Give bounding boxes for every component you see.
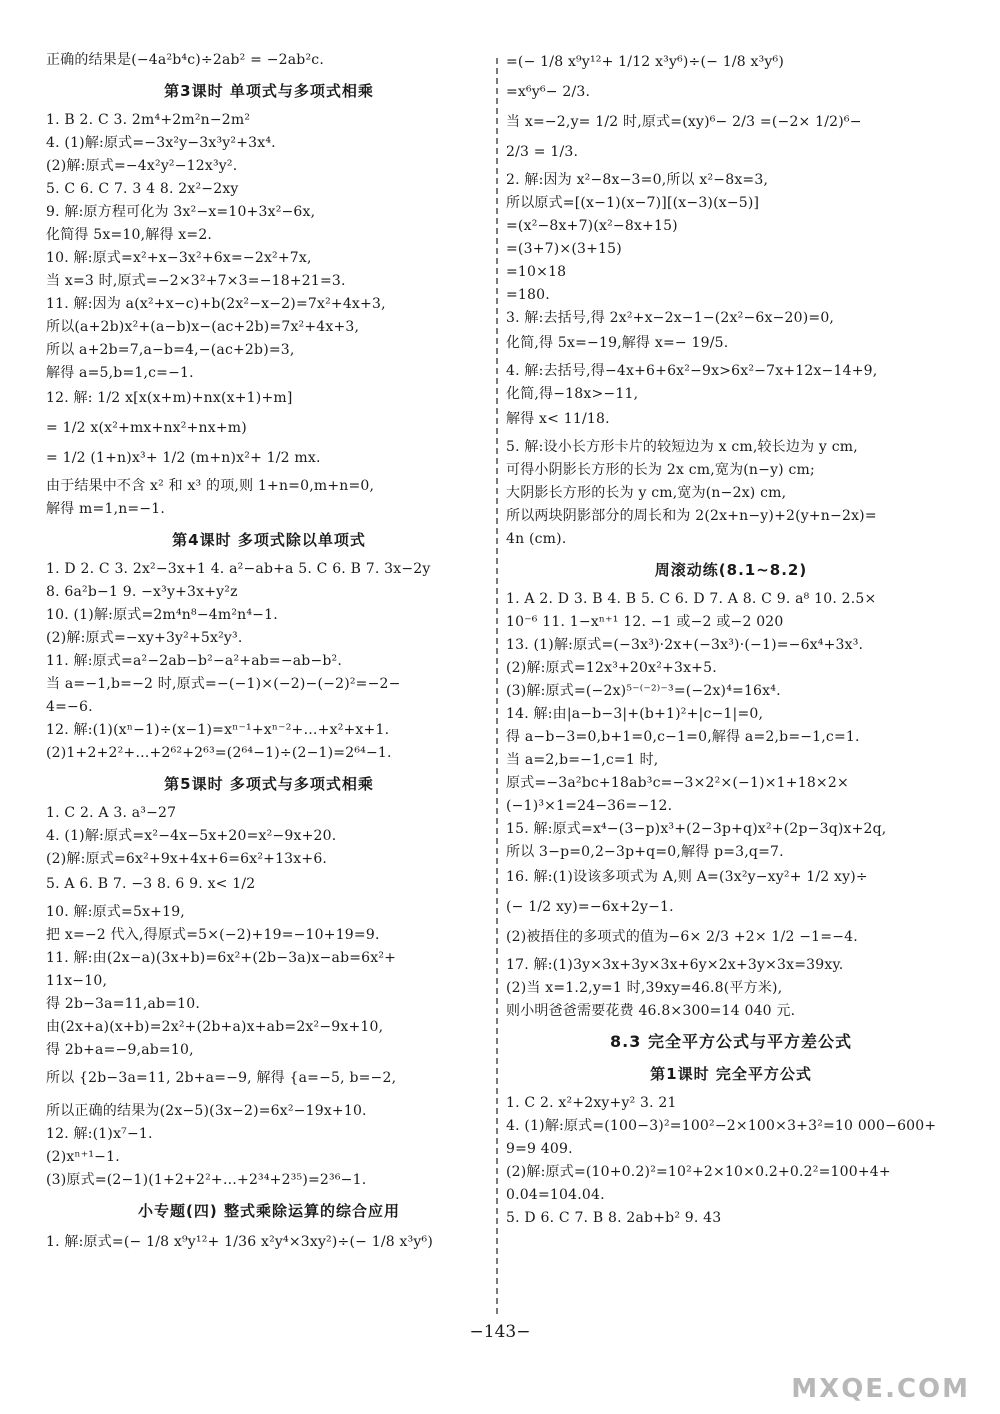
answer-line: 12. 解:(1)x⁷−1.	[46, 1126, 153, 1142]
answer-line: 17. 解:(1)3y×3x+3y×3x+6y×2x+3y×3x=39xy.	[506, 957, 844, 973]
answer-line: 解得 a=5,b=1,c=−1.	[46, 365, 194, 381]
answer-line: 4. 解:去括号,得−4x+6+6x²−9x>6x²−7x+12x−14+9,	[506, 363, 878, 379]
answer-line: 化简,得−18x>−11,	[506, 386, 639, 402]
answer-line: 所以原式=[(x−1)(x−7)][(x−3)(x−5)]	[506, 195, 760, 211]
page-number: −143−	[469, 1322, 531, 1342]
answer-line: (2)解:原式=(10+0.2)²=10²+2×10×0.2+0.2²=100+4+	[506, 1164, 891, 1180]
answer-line: =(− 1/8 x⁹y¹²+ 1/12 x³y⁶)÷(− 1/8 x³y⁶)	[506, 54, 785, 70]
section-heading: 8.3 完全平方公式与平方差公式	[610, 1032, 852, 1051]
answer-line: 把 x=−2 代入,得原式=5×(−2)+19=−10+19=9.	[46, 927, 380, 943]
answer-line: 所以 3−p=0,2−3p+q=0,解得 p=3,q=7.	[506, 844, 784, 860]
answer-line: =180.	[506, 287, 550, 303]
answer-line: 1. C 2. x²+2xy+y² 3. 21	[506, 1095, 677, 1111]
answer-line: = 1/2 (1+n)x³+ 1/2 (m+n)x²+ 1/2 mx.	[46, 450, 321, 466]
answer-line: 大阴影长方形的长为 y cm,宽为(n−2x) cm,	[506, 485, 787, 501]
answer-line: 化简得 5x=10,解得 x=2.	[46, 227, 213, 243]
answer-line: 12. 解: 1/2 x[x(x+m)+nx(x+1)+m]	[46, 390, 293, 406]
answer-line: (2)xⁿ⁺¹−1.	[46, 1149, 120, 1165]
column-divider	[496, 58, 498, 1314]
answer-line: 1. C 2. A 3. a³−27	[46, 805, 177, 821]
answer-line: (2)当 x=1.2,y=1 时,39xy=46.8(平方米),	[506, 980, 783, 996]
answer-line: 1. A 2. D 3. B 4. B 5. C 6. D 7. A 8. C 9. a⁸ 10. 2.5×	[506, 591, 877, 607]
answer-line: 则小明爸爸需要花费 46.8×300=14 040 元.	[506, 1003, 796, 1019]
answer-line: 当 x=3 时,原式=−2×3²+7×3=−18+21=3.	[46, 273, 346, 289]
answer-line: =(x²−8x+7)(x²−8x+15)	[506, 218, 678, 234]
answer-line: 12. 解:(1)(xⁿ−1)÷(x−1)=xⁿ⁻¹+xⁿ⁻²+…+x²+x+1.	[46, 722, 390, 738]
watermark-logo: MXQE.COM	[791, 1374, 970, 1404]
answer-line: 4. (1)解:原式=−3x²y−3x³y²+3x⁴.	[46, 135, 276, 151]
answer-line: 原式=−3a²bc+18ab³c=−3×2²×(−1)×1+18×2×	[506, 775, 849, 791]
answer-line: 9. 解:原方程可化为 3x²−x=10+3x²−6x,	[46, 204, 316, 220]
answer-line: 10⁻⁶ 11. 1−xⁿ⁺¹ 12. −1 或−2 或−2 020	[506, 614, 784, 630]
answer-line: = 1/2 x(x²+mx+nx²+nx+m)	[46, 420, 247, 436]
answer-line: 5. 解:设小长方形卡片的较短边为 x cm,较长边为 y cm,	[506, 439, 858, 455]
section-heading: 第4课时 多项式除以单项式	[172, 531, 366, 549]
answer-line: 解得 x< 11/18.	[506, 411, 610, 427]
answer-line: 所以正确的结果为(2x−5)(3x−2)=6x²−19x+10.	[46, 1103, 367, 1119]
answer-line: 得 a−b−3=0,b+1=0,c−1=0,解得 a=2,b=−1,c=1.	[506, 729, 860, 745]
answer-line: 所以 a+2b=7,a−b=4,−(ac+2b)=3,	[46, 342, 295, 358]
answer-line: 3. 解:去括号,得 2x²+x−2x−1−(2x²−6x−20)=0,	[506, 310, 835, 326]
answer-line: (3)原式=(2−1)(1+2+2²+…+2³⁴+2³⁵)=2³⁶−1.	[46, 1172, 367, 1188]
answer-line: 14. 解:由|a−b−3|+(b+1)²+|c−1|=0,	[506, 706, 764, 722]
answer-line: 得 2b−3a=11,ab=10.	[46, 996, 201, 1012]
answer-line: 11. 解:原式=a²−2ab−b²−a²+ab=−ab−b².	[46, 653, 343, 669]
right-column	[506, 50, 956, 1231]
answer-line: 5. C 6. C 7. 3 4 8. 2x²−2xy	[46, 181, 239, 197]
answer-line: 10. 解:原式=x²+x−3x²+6x=−2x²+7x,	[46, 250, 312, 266]
answer-line: 1. D 2. C 3. 2x²−3x+1 4. a²−ab+a 5. C 6. B 7. 3x−2y	[46, 561, 431, 577]
left-column	[46, 50, 492, 1260]
answer-line: 当 x=−2,y= 1/2 时,原式=(xy)⁶− 2/3 =(−2× 1/2)⁶−	[506, 114, 862, 130]
answer-line: (3)解:原式=(−2x)⁵⁻⁽⁻²⁾⁻³=(−2x)⁴=16x⁴.	[506, 683, 781, 699]
answer-line: 4=−6.	[46, 699, 93, 715]
answer-line: 所以 {2b−3a=11, 2b+a=−9, 解得 {a=−5, b=−2,	[46, 1070, 397, 1086]
section-heading: 小专题(四) 整式乘除运算的综合应用	[138, 1202, 400, 1220]
answer-line: 11. 解:因为 a(x²+x−c)+b(2x²−x−2)=7x²+4x+3,	[46, 296, 386, 312]
answer-line: =x⁶y⁶− 2/3.	[506, 84, 591, 100]
answer-line: 0.04=104.04.	[506, 1187, 605, 1203]
answer-line: 9=9 409.	[506, 1141, 573, 1157]
section-heading: 第3课时 单项式与多项式相乘	[164, 82, 374, 100]
answer-line: (2)1+2+2²+…+2⁶²+2⁶³=(2⁶⁴−1)÷(2−1)=2⁶⁴−1.	[46, 745, 392, 761]
answer-line: (2)解:原式=6x²+9x+4x+6=6x²+13x+6.	[46, 851, 328, 867]
answer-line: 11x−10,	[46, 973, 108, 989]
answer-line: 4. (1)解:原式=x²−4x−5x+20=x²−9x+20.	[46, 828, 337, 844]
answer-line: (−1)³×1=24−36=−12.	[506, 798, 673, 814]
answer-line: 化简,得 5x=−19,解得 x=− 19/5.	[506, 335, 729, 351]
answer-line: 8. 6a²b−1 9. −x³y+3x+y²z	[46, 584, 238, 600]
answer-line: (2)被捂住的多项式的值为−6× 2/3 +2× 1/2 −1=−4.	[506, 929, 858, 945]
answer-line: 4n (cm).	[506, 531, 567, 547]
answer-line: (2)解:原式=−4x²y²−12x³y².	[46, 158, 238, 174]
section-heading: 周滚动练(8.1~8.2)	[654, 561, 808, 579]
answer-line: 得 2b+a=−9,ab=10,	[46, 1042, 194, 1058]
answer-line: (− 1/2 xy)=−6x+2y−1.	[506, 899, 674, 915]
answer-line: 所以两块阴影部分的周长和为 2(2x+n−y)+2(y+n−2x)=	[506, 508, 877, 524]
section-heading: 第1课时 完全平方公式	[650, 1065, 812, 1083]
answer-line: 15. 解:原式=x⁴−(3−p)x³+(2−3p+q)x²+(2p−3q)x+2q,	[506, 821, 887, 837]
answer-line: 16. 解:(1)设该多项式为 A,则 A=(3x²y−xy²+ 1/2 xy)÷	[506, 869, 868, 885]
answer-line: =(3+7)×(3+15)	[506, 241, 622, 257]
answer-line: (2)解:原式=12x³+20x²+3x+5.	[506, 660, 717, 676]
answer-line: 5. D 6. C 7. B 8. 2ab+b² 9. 43	[506, 1210, 722, 1226]
answer-line: 11. 解:由(2x−a)(3x+b)=6x²+(2b−3a)x−ab=6x²+	[46, 950, 397, 966]
answer-line: 正确的结果是(−4a²b⁴c)÷2ab² = −2ab²c.	[46, 52, 324, 68]
answer-line: 由(2x+a)(x+b)=2x²+(2b+a)x+ab=2x²−9x+10,	[46, 1019, 384, 1035]
answer-line: 10. 解:原式=5x+19,	[46, 904, 185, 920]
answer-line: 10. (1)解:原式=2m⁴n⁸−4m²n⁴−1.	[46, 607, 278, 623]
section-heading: 第5课时 多项式与多项式相乘	[164, 775, 374, 793]
answer-line: 1. B 2. C 3. 2m⁴+2m²n−2m²	[46, 112, 251, 128]
answer-line: 2/3 = 1/3.	[506, 144, 579, 160]
answer-line: 解得 m=1,n=−1.	[46, 501, 166, 517]
answer-line: 13. (1)解:原式=(−3x³)·2x+(−3x³)·(−1)=−6x⁴+3x³.	[506, 637, 864, 653]
answer-line: (2)解:原式=−xy+3y²+5x²y³.	[46, 630, 243, 646]
answer-line: 2. 解:因为 x²−8x−3=0,所以 x²−8x=3,	[506, 172, 769, 188]
answer-line: 可得小阴影长方形的长为 2x cm,宽为(n−y) cm;	[506, 462, 815, 478]
answer-line: 所以(a+2b)x²+(a−b)x−(ac+2b)=7x²+4x+3,	[46, 319, 360, 335]
answer-line: 当 a=2,b=−1,c=1 时,	[506, 752, 659, 768]
answer-line: 5. A 6. B 7. −3 8. 6 9. x< 1/2	[46, 876, 256, 892]
answer-line: 1. 解:原式=(− 1/8 x⁹y¹²+ 1/36 x²y⁴×3xy²)÷(− 1/8 x³y⁶)	[46, 1234, 433, 1250]
answer-line: 当 a=−1,b=−2 时,原式=−(−1)×(−2)−(−2)²=−2−	[46, 676, 401, 692]
answer-line: =10×18	[506, 264, 567, 280]
answer-line: 4. (1)解:原式=(100−3)²=100²−2×100×3+3²=10 000−600+	[506, 1118, 937, 1134]
answer-line: 由于结果中不含 x² 和 x³ 的项,则 1+n=0,m+n=0,	[46, 478, 375, 494]
